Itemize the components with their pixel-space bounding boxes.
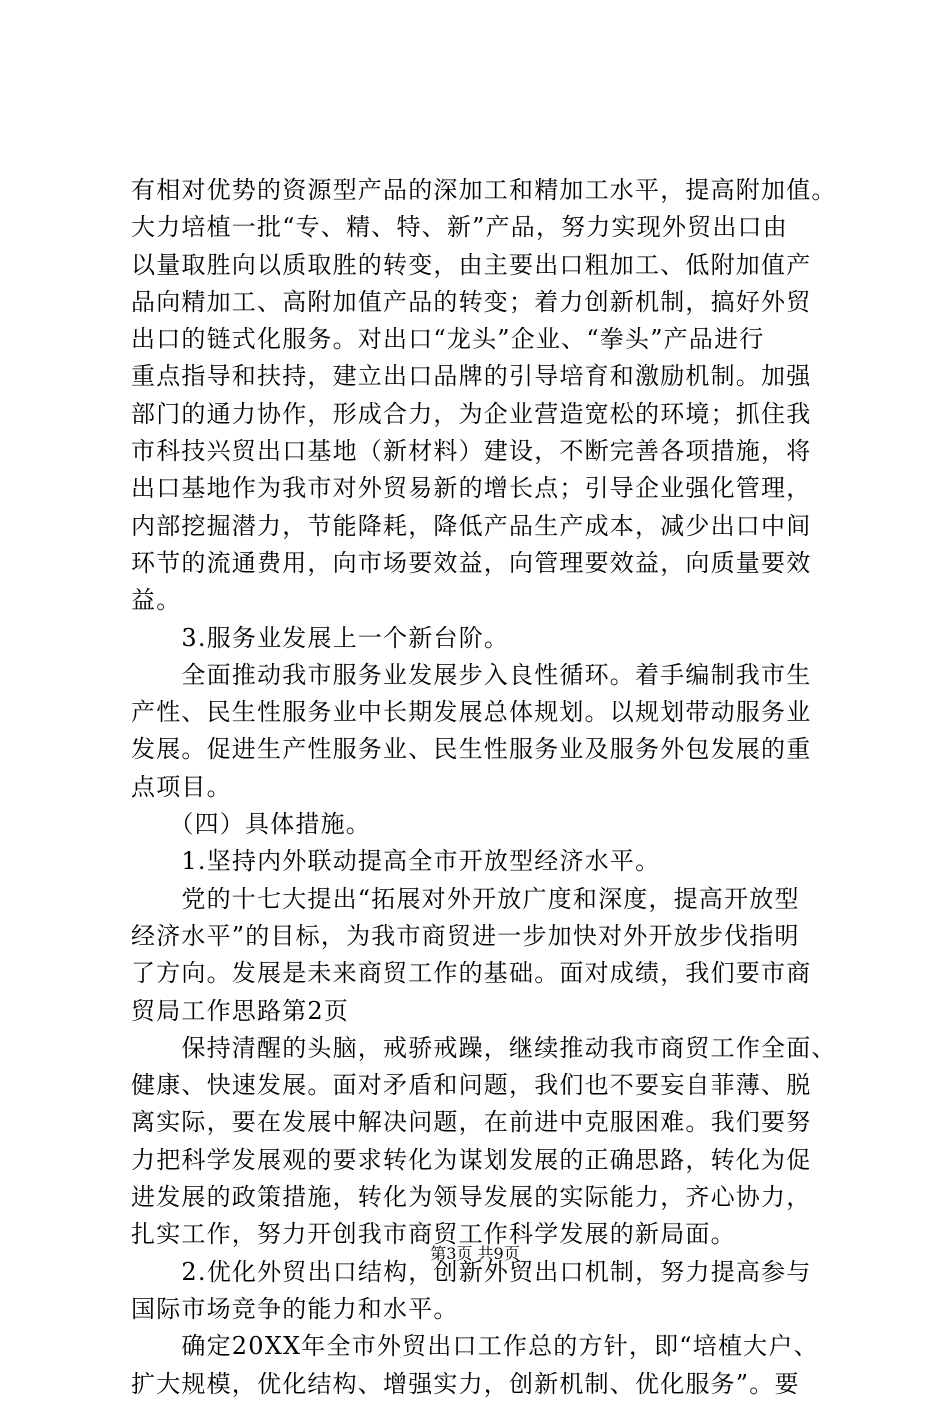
text-line: 品向精加工、高附加值产品的转变；着力创新机制，搞好外贸 [131, 287, 812, 316]
text-line: 力把科学发展观的要求转化为谋划发展的正确思路，转化为促 [131, 1145, 812, 1174]
text-line: 1.坚持内外联动提高全市开放型经济水平。 [131, 847, 661, 876]
text-line: 经济水平”的目标，为我市商贸进一步加快对外开放步伐指明 [131, 921, 800, 950]
text-line: 扩大规模，优化结构、增强实力，创新机制、优化服务”。要 [131, 1369, 800, 1398]
text-line: 党的十七大提出“拓展对外开放广度和深度，提高开放型 [131, 884, 800, 913]
text-line: 重点指导和扶持，建立出口品牌的引导培育和激励机制。加强 [131, 362, 812, 391]
text-line: 进发展的政策措施，转化为领导发展的实际能力，齐心协力， [131, 1183, 812, 1212]
text-line: 益。 [131, 586, 182, 615]
page-footer: 第3页 共9页 [430, 1244, 520, 1263]
text-line: 部门的通力协作，形成合力，为企业营造宽松的环境；抓住我 [131, 399, 812, 428]
text-line: 出口基地作为我市对外贸易新的增长点；引导企业强化管理， [131, 474, 812, 503]
text-line: 确定20XX年全市外贸出口工作总的方针，即“培植大户、 [131, 1332, 819, 1361]
text-line: 保持清醒的头脑，戒骄戒躁，继续推动我市商贸工作全面、 [131, 1033, 837, 1062]
text-line: 以量取胜向以质取胜的转变，由主要出口粗加工、低附加值产 [131, 250, 812, 279]
text-line: 3.服务业发展上一个新台阶。 [131, 623, 510, 652]
text-line: 了方向。发展是未来商贸工作的基础。面对成绩，我们要市商 [131, 959, 812, 988]
text-line: 有相对优势的资源型产品的深加工和精加工水平，提高附加值。 [131, 176, 837, 204]
text-line: 环节的流通费用，向市场要效益，向管理要效益，向质量要效 [131, 548, 812, 577]
text-line: 产性、民生性服务业中长期发展总体规划。以规划带动服务业 [131, 698, 812, 727]
text-line: 全面推动我市服务业发展步入良性循环。着手编制我市生 [131, 660, 812, 689]
document-body [131, 172, 837, 1403]
text-line: 离实际，要在发展中解决问题，在前进中克服困难。我们要努 [131, 1108, 812, 1137]
text-line: 点项目。 [131, 772, 232, 801]
text-line: 大力培植一批“专、精、特、新”产品，努力实现外贸出口由 [131, 213, 788, 242]
text-line: 健康、快速发展。面对矛盾和问题，我们也不要妄自菲薄、脱 [131, 1071, 812, 1100]
text-line: 市科技兴贸出口基地（新材料）建设，不断完善各项措施，将 [131, 437, 812, 466]
text-line: （四）具体措施。 [131, 810, 371, 839]
text-line: 出口的链式化服务。对出口“龙头”企业、“拳头”产品进行 [131, 325, 765, 354]
text-line: 内部挖掘潜力，节能降耗，降低产品生产成本，减少出口中间 [131, 511, 812, 540]
text-line: 发展。促进生产性服务业、民生性服务业及服务外包发展的重 [131, 735, 812, 764]
text-line: 贸局工作思路第2页 [131, 996, 350, 1025]
text-line: 国际市场竞争的能力和水平。 [131, 1294, 459, 1323]
text-line: 扎实工作，努力开创我市商贸工作科学发展的新局面。 [131, 1220, 736, 1249]
text-line: 2.优化外贸出口结构，创新外贸出口机制，努力提高参与 [131, 1257, 812, 1286]
